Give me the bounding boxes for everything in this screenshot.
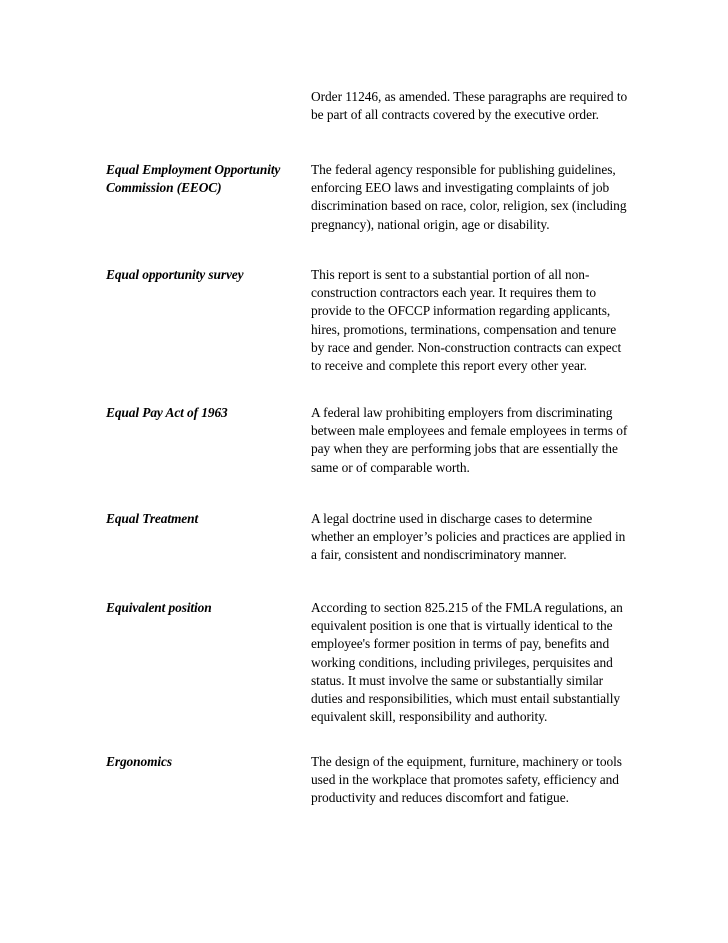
glossary-definition: A federal law prohibiting employers from discriminating between male employees and female employees in terms of pay when they are performing jobs that are essentially the same or of comparable worth. (311, 405, 628, 475)
glossary-term: Equal Treatment (106, 511, 199, 526)
glossary-definition: According to section 825.215 of the FMLA regulations, an equivalent position is one that is virtually identical to the employee's former position in terms of pay, benefits and working conditions, including privileges, perquisites and status. It must involve the same or substantially similar duties and responsibilities, which must entail substantially equivalent skill, responsibility and authority. (311, 600, 623, 725)
glossary-term: Equivalent position (106, 600, 212, 615)
glossary-term: Equal Pay Act of 1963 (106, 405, 228, 420)
glossary-definition: The design of the equipment, furniture, machinery or tools used in the workplace that promotes safety, efficiency and productivity and reduces discomfort and fatigue. (311, 754, 622, 806)
glossary-term: Ergonomics (106, 754, 172, 769)
glossary-definition: Order 11246, as amended. These paragraphs are required to be part of all contracts covered by the executive order. (311, 89, 628, 123)
glossary-definition: A legal doctrine used in discharge cases to determine whether an employer’s policies and practices are applied in a fair, consistent and nondiscriminatory manner. (311, 511, 626, 563)
glossary-definition: This report is sent to a substantial portion of all non-construction contractors each year. It requires them to provide to the OFCCP information regarding applicants, hires, promotions, terminations, compensation and tenure by race and gender. Non-construction contracts can expect to receive and complete this report every other year. (311, 267, 622, 374)
glossary-definition: The federal agency responsible for publishing guidelines, enforcing EEO laws and investigating complaints of job discrimination based on race, color, religion, sex (including pregnancy), national origin, age or disability. (311, 162, 627, 232)
glossary-term: Equal Employment Opportunity Commission (EEOC) (106, 162, 281, 196)
glossary-term: Equal opportunity survey (106, 267, 244, 282)
